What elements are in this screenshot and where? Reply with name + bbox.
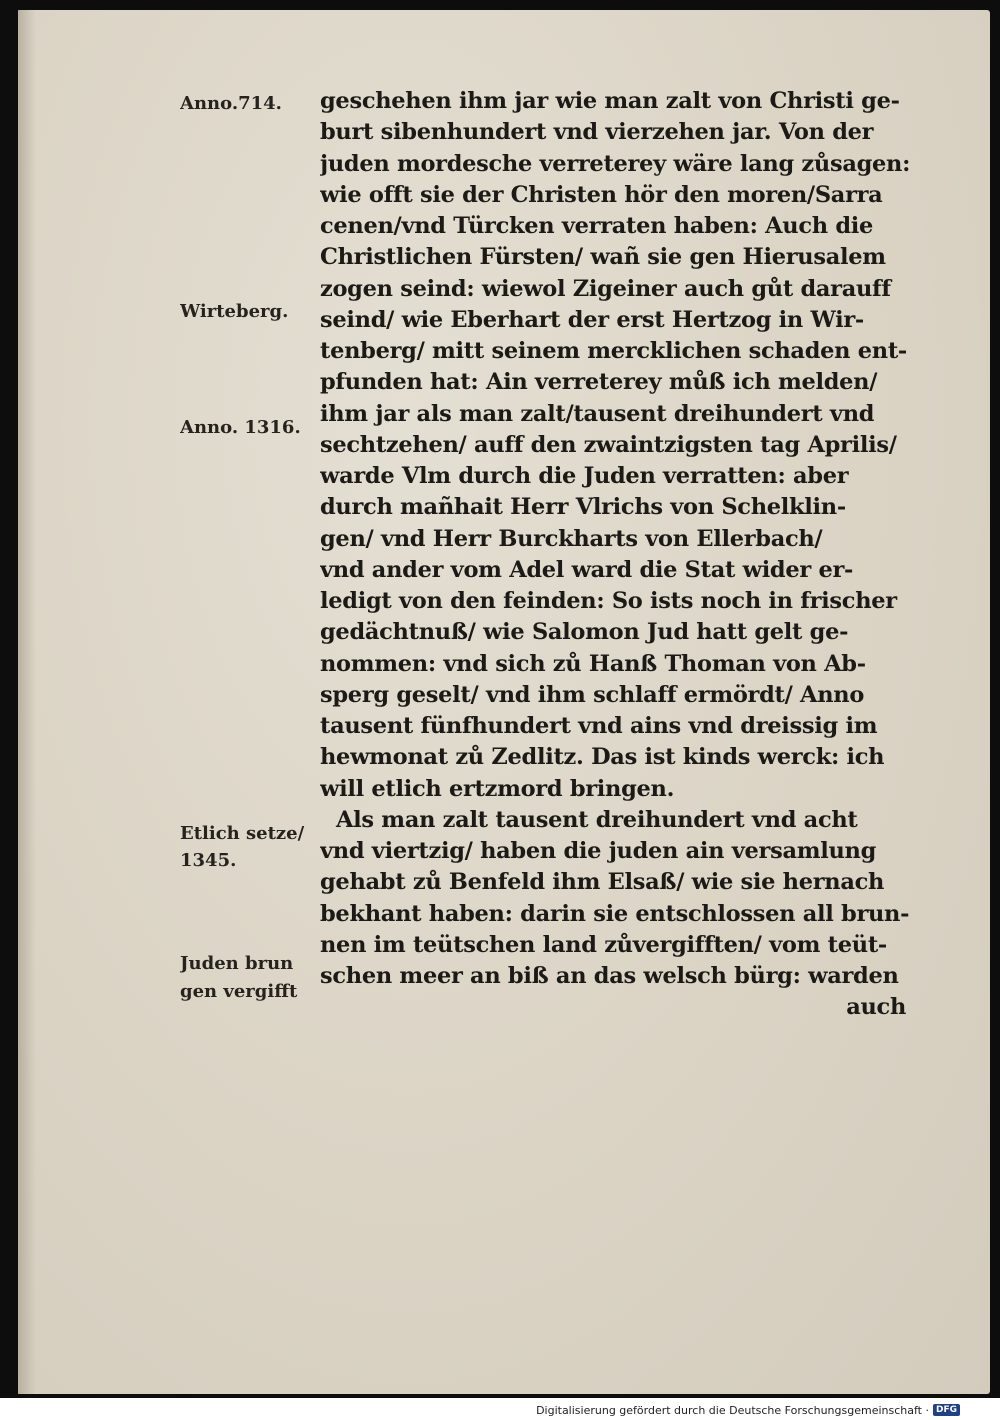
text-line: seind/ wie Eberhart der erst Hertzog in Wir- bbox=[320, 306, 864, 333]
text-line: juden mordesche verreterey wäre lang zůsagen: bbox=[320, 150, 911, 177]
text-line: nen im teütschen land zůvergifften/ vom teüt- bbox=[320, 931, 887, 958]
text-line: durch mañhait Herr Vlrichs von Schelklin- bbox=[320, 494, 846, 521]
margin-note-etlich: Etlich setze/ bbox=[180, 823, 305, 844]
text-line: sperg geselt/ vnd ihm schlaff ermördt/ Anno bbox=[320, 681, 865, 708]
margin-note-gen-vergifft: gen vergifft bbox=[180, 981, 298, 1002]
text-line: bekhant haben: darin sie entschlossen all brun- bbox=[320, 900, 910, 927]
text-line: hewmonat zů Zedlitz. Das ist kinds werck: ich bbox=[320, 744, 885, 771]
text-line: vnd ander vom Adel ward die Stat wider er- bbox=[320, 556, 854, 583]
text-line: sechtzehen/ auff den zwaintzigsten tag Aprilis/ bbox=[320, 431, 897, 458]
text-line: ihm jar als man zalt/tausent dreihundert vnd bbox=[320, 400, 875, 427]
text-line: Christlichen Fürsten/ wañ sie gen Hierusalem bbox=[320, 244, 886, 271]
text-line: wie offt sie der Christen hör den moren/Sarra bbox=[320, 181, 883, 208]
text-line: burt sibenhundert vnd vierzehen jar. Von der bbox=[320, 119, 874, 146]
text-line: will etlich ertzmord bringen. bbox=[320, 775, 675, 802]
text-line: gedächtnuß/ wie Salomon Jud hatt gelt ge- bbox=[320, 619, 849, 646]
margin-note-juden-brun: Juden brun bbox=[180, 953, 294, 974]
digitization-footer bbox=[536, 1401, 960, 1419]
text-line: Als man zalt tausent dreihundert vnd acht bbox=[336, 806, 858, 833]
catchword: auch bbox=[846, 994, 906, 1021]
text-line: zogen seind: wiewol Zigeiner auch gůt darauff bbox=[320, 275, 891, 302]
text-line: nommen: vnd sich zů Hanß Thoman von Ab- bbox=[320, 650, 866, 677]
margin-note-wirteberg: Wirteberg. bbox=[180, 301, 289, 322]
text-line: ledigt von den feinden: So ists noch in frischer bbox=[320, 588, 897, 614]
margin-note-anno-1316: Anno. 1316. bbox=[180, 417, 301, 438]
text-line: cenen/vnd Türcken verraten haben: Auch die bbox=[320, 213, 874, 239]
text-line: gehabt zů Benfeld ihm Elsaß/ wie sie hernach bbox=[320, 869, 885, 896]
footer-credit-text: Digitalisierung gefördert durch die Deutsche Forschungsgemeinschaft · bbox=[536, 1403, 929, 1417]
body-text bbox=[320, 86, 920, 1024]
margin-note-anno-714: Anno.714. bbox=[180, 93, 282, 114]
text-line: tausent fünfhundert vnd ains vnd dreissig im bbox=[320, 713, 878, 739]
text-line: schen meer an biß an das welsch bürg: warden bbox=[320, 963, 899, 989]
dfg-logo: DFG bbox=[933, 1404, 960, 1416]
text-line: geschehen ihm jar wie man zalt von Christi ge- bbox=[320, 88, 900, 114]
text-line: tenberg/ mitt seinem mercklichen schaden ent- bbox=[320, 338, 907, 364]
text-line: pfunden hat: Ain verreterey můß ich melden/ bbox=[320, 369, 878, 396]
margin-note-1345: 1345. bbox=[180, 850, 237, 871]
page-spine-shadow bbox=[18, 10, 36, 1394]
text-line: warde Vlm durch die Juden verratten: aber bbox=[320, 463, 849, 489]
text-line: gen/ vnd Herr Burckharts von Ellerbach/ bbox=[320, 525, 823, 552]
text-line: vnd viertzig/ haben die juden ain versamlung bbox=[320, 838, 877, 864]
